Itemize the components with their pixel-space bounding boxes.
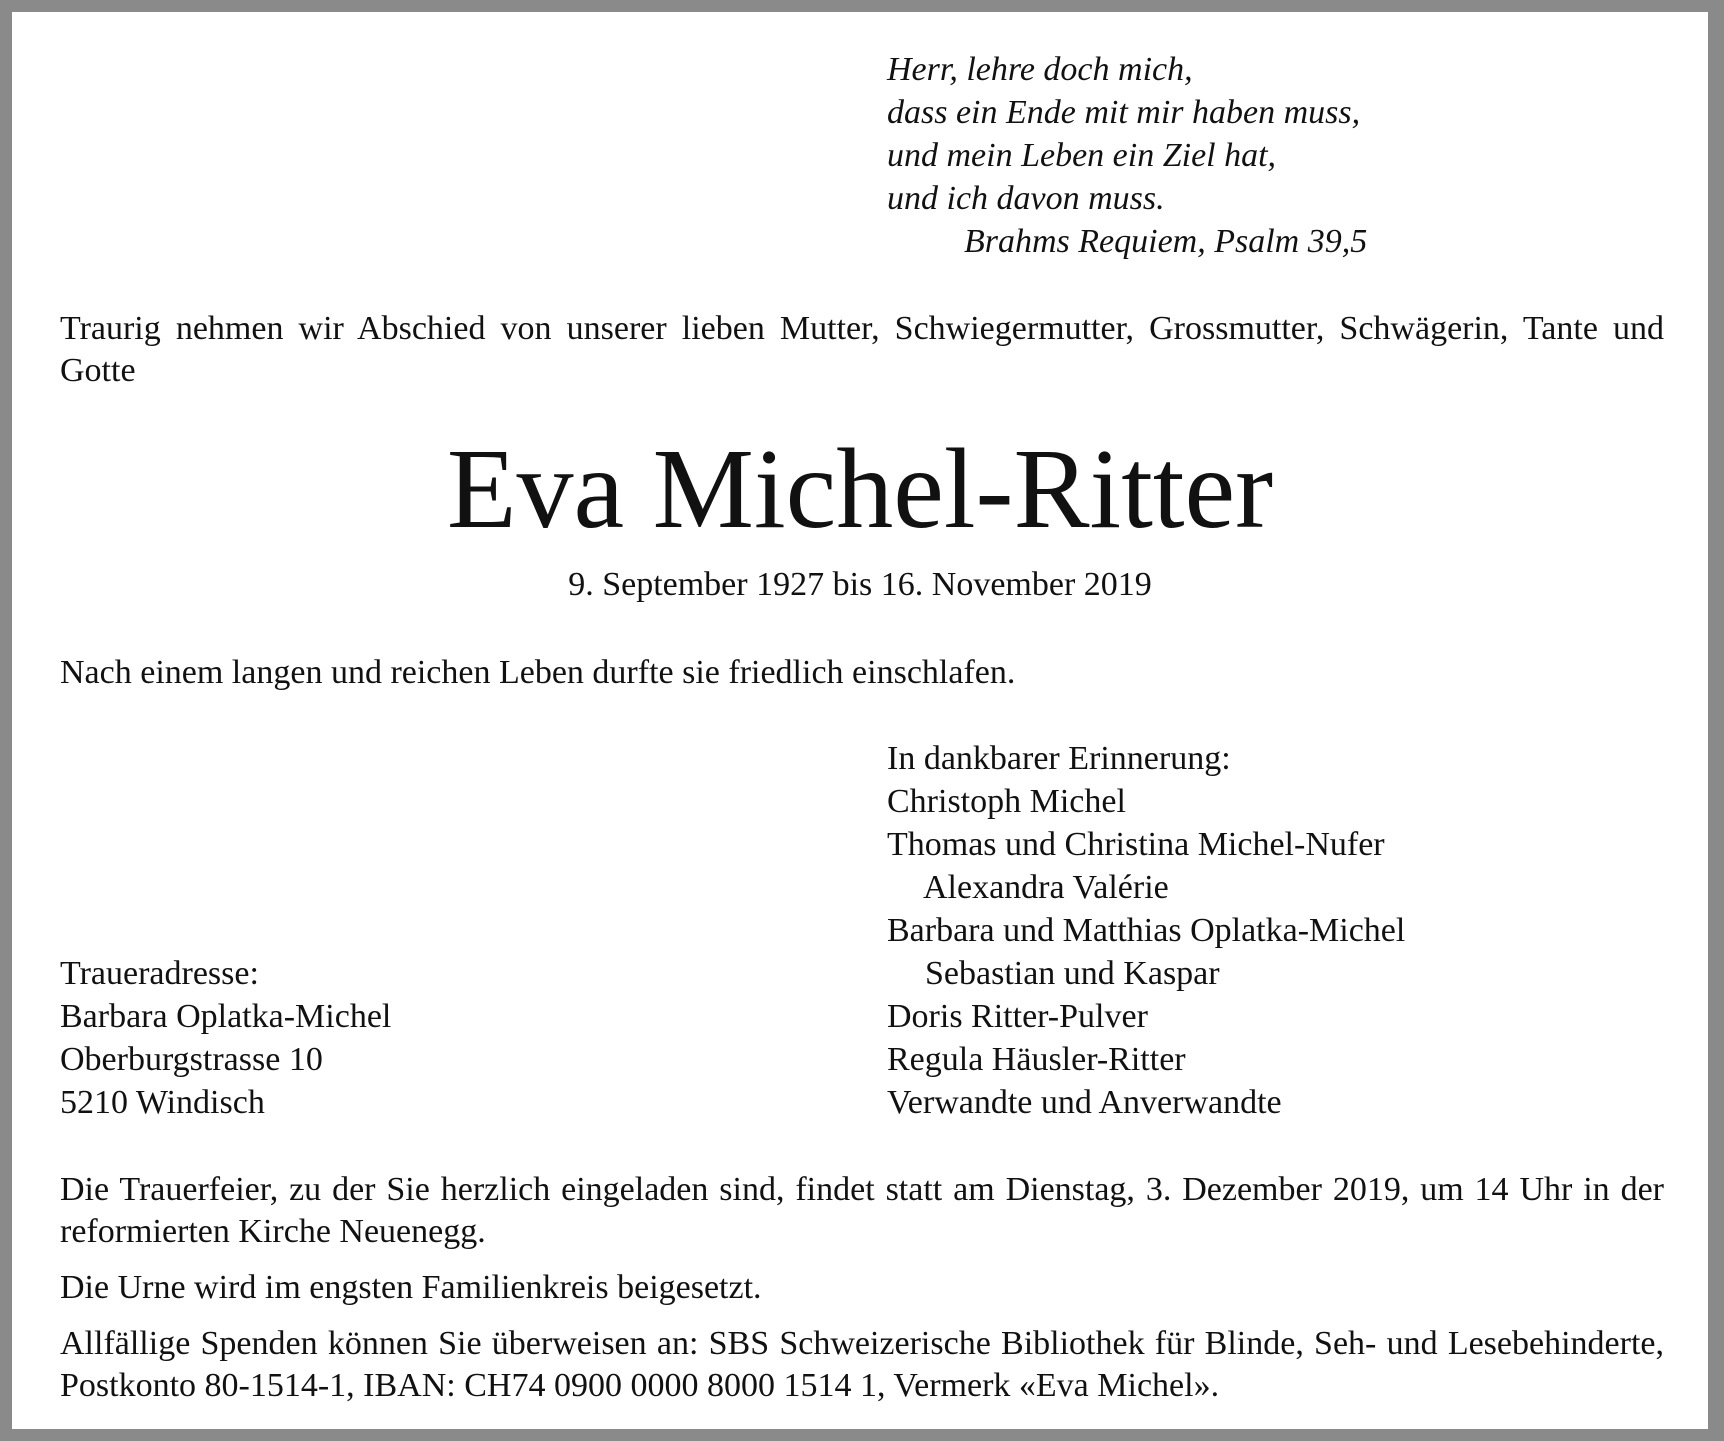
address-city: 5210 Windisch	[60, 1084, 265, 1121]
mourner-name: Verwandte und Anverwandte	[887, 1084, 1282, 1121]
mourner-name: Christoph Michel	[887, 783, 1126, 820]
verse-line: dass ein Ende mit mir haben muss,	[887, 94, 1361, 131]
verse-line: und mein Leben ein Ziel hat,	[887, 137, 1277, 174]
verse-line: und ich davon muss.	[887, 180, 1165, 217]
verse-source: Brahms Requiem, Psalm 39,5	[964, 223, 1368, 260]
address-heading: Traueradresse:	[60, 955, 259, 992]
ceremony-info: Die Trauerfeier, zu der Sie herzlich eingeladen sind, findet statt am Dienstag, 3. Dezember 2019, um 14 Uhr in der reformierten Kirche Neuenegg.	[60, 1171, 1664, 1250]
mourners-heading: In dankbarer Erinnerung:	[887, 740, 1231, 777]
psalm-verse	[887, 48, 1367, 263]
mourner-name: Sebastian und Kaspar	[925, 955, 1220, 992]
address-name: Barbara Oplatka-Michel	[60, 998, 392, 1035]
mourning-address	[60, 952, 391, 1124]
mourner-name: Doris Ritter-Pulver	[887, 998, 1148, 1035]
urn-info: Die Urne wird im engsten Familienkreis beigesetzt.	[60, 1269, 762, 1306]
life-dates: 9. September 1927 bis 16. November 2019	[568, 566, 1152, 603]
verse-line: Herr, lehre doch mich,	[887, 51, 1193, 88]
mourner-name: Alexandra Valérie	[923, 869, 1169, 906]
address-street: Oberburgstrasse 10	[60, 1041, 323, 1078]
mourner-name: Barbara und Matthias Oplatka-Michel	[887, 912, 1406, 949]
donation-info: Allfällige Spenden können Sie überweisen an: SBS Schweizerische Bibliothek für Blinde, Seh- und Lesebehinderte, Postkonto 80-1514-1, IBAN: CH74 0900 0000 8000 1514 1, Vermerk «Eva Michel».	[60, 1325, 1664, 1404]
farewell-intro: Traurig nehmen wir Abschied von unserer lieben Mutter, Schwiegermutter, Grossmutter, Schwägerin, Tante und Gotte	[60, 310, 1664, 389]
peace-statement: Nach einem langen und reichen Leben durfte sie friedlich einschlafen.	[60, 654, 1016, 691]
mourners-list	[887, 737, 1405, 1124]
deceased-name: Eva Michel-Ritter	[446, 425, 1274, 552]
mourner-name: Regula Häusler-Ritter	[887, 1041, 1186, 1078]
mourner-name: Thomas und Christina Michel-Nufer	[887, 826, 1385, 863]
